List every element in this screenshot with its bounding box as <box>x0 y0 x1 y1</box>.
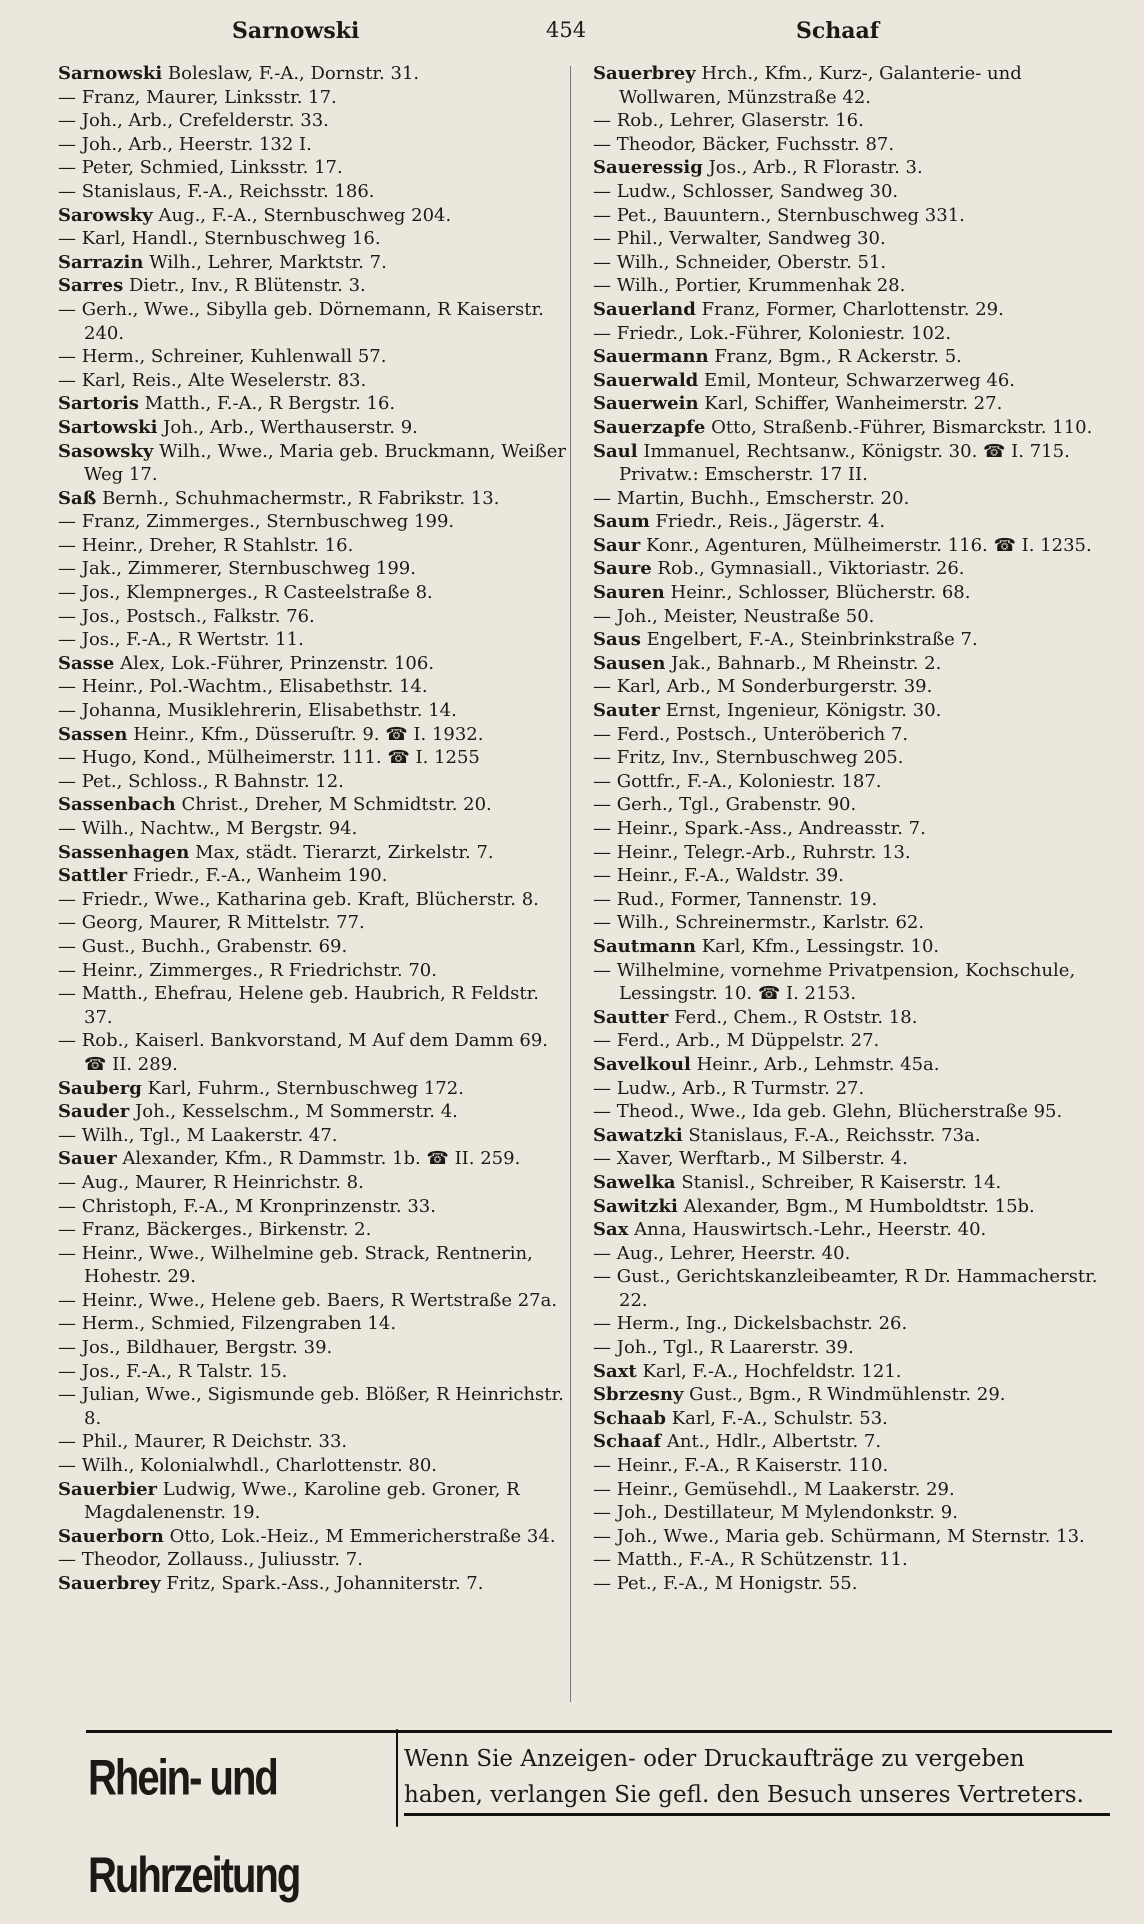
entry-surname: Sassenhagen <box>58 841 190 863</box>
entry-details: Bernh., Schuhmachermstr., R Fabrikstr. 13. <box>102 487 500 509</box>
entry-details: — Gottfr., F.-A., Koloniestr. 187. <box>593 770 882 792</box>
ad-newspaper-title: Rhein- und Ruhrzeitung <box>88 1729 398 1827</box>
entry-details: — Heinr., F.-A., Waldstr. 39. <box>593 865 844 887</box>
entry-surname: Sawatzki <box>593 1124 683 1146</box>
entry-surname: Sawitzki <box>593 1195 678 1217</box>
entry-details: — Theodor, Bäcker, Fuchsstr. 87. <box>593 133 895 155</box>
directory-entry <box>58 1312 570 1336</box>
directory-entry <box>593 1077 1105 1101</box>
directory-entry <box>58 274 570 298</box>
directory-entry <box>593 487 1105 511</box>
entry-details: — Georg, Maurer, R Mittelstr. 77. <box>58 912 365 934</box>
entry-surname: Saus <box>593 629 641 651</box>
directory-entry <box>593 109 1105 133</box>
entry-details: Franz, Former, Charlottenstr. 29. <box>701 298 1004 320</box>
entry-surname: Sauerzapfe <box>593 416 706 438</box>
entry-details: — Johanna, Musiklehrerin, Elisabethstr. 14. <box>58 700 457 722</box>
directory-entry <box>58 864 570 888</box>
directory-entry <box>593 793 1105 817</box>
entry-details: — Christoph, F.-A., M Kronprinzenstr. 33. <box>58 1195 436 1217</box>
entry-details: — Gerh., Wwe., Sibylla geb. Dörnemann, R Kaiserstr. 240. <box>58 298 544 344</box>
entry-surname: Sauer <box>58 1148 117 1170</box>
page-header <box>0 14 1144 54</box>
entry-details: Alexander, Kfm., R Dammstr. 1b. ☎ II. 259. <box>122 1148 521 1170</box>
directory-entry <box>58 628 570 652</box>
directory-entry <box>593 1525 1105 1549</box>
directory-entry <box>58 793 570 817</box>
directory-entry <box>593 204 1105 228</box>
directory-entry <box>593 557 1105 581</box>
entry-details: Anna, Hauswirtsch.-Lehr., Heerstr. 40. <box>634 1219 987 1241</box>
directory-entry <box>58 959 570 983</box>
entry-surname: Saueressig <box>593 157 703 179</box>
entry-details: — Pet., Bauuntern., Sternbuschweg 331. <box>593 204 965 226</box>
directory-entry <box>58 62 570 86</box>
directory-entry <box>58 298 570 345</box>
entry-surname: Sarnowski <box>58 63 163 84</box>
directory-entry <box>58 109 570 133</box>
left-column <box>58 62 570 1596</box>
entry-details: — Wilh., Schneider, Oberstr. 51. <box>593 251 887 273</box>
entry-surname: Sassen <box>58 723 128 745</box>
entry-surname: Sattler <box>58 865 128 887</box>
entry-details: — Wilh., Tgl., M Laakerstr. 47. <box>58 1124 338 1146</box>
entry-details: — Ferd., Postsch., Unteröberich 7. <box>593 723 909 745</box>
directory-entry <box>58 1242 570 1289</box>
directory-entry <box>593 770 1105 794</box>
entry-surname: Saul <box>593 440 638 462</box>
directory-entry <box>593 605 1105 629</box>
column-divider <box>570 66 571 1702</box>
directory-entry <box>58 1478 570 1525</box>
entry-details: Heinr., Schlosser, Blücherstr. 68. <box>670 582 971 604</box>
entry-details: — Heinr., Dreher, R Stahlstr. 16. <box>58 534 354 556</box>
directory-entry <box>58 841 570 865</box>
entry-surname: Sartowski <box>58 416 158 438</box>
directory-entry <box>593 1430 1105 1454</box>
directory-entry <box>593 1171 1105 1195</box>
directory-entry <box>58 369 570 393</box>
directory-entry <box>58 510 570 534</box>
directory-entry <box>58 1100 570 1124</box>
entry-details: — Ferd., Arb., M Düppelstr. 27. <box>593 1030 880 1052</box>
directory-entry <box>593 416 1105 440</box>
entry-surname: Sausen <box>593 652 666 674</box>
directory-entry <box>593 652 1105 676</box>
entry-details: Fritz, Spark.-Ass., Johanniterstr. 7. <box>166 1573 484 1594</box>
entry-details: — Heinr., Zimmerges., R Friedrichstr. 70. <box>58 959 437 981</box>
ad-line-2: haben, verlangen Sie gefl. den Besuch unseres Vertreters. <box>404 1777 1110 1816</box>
directory-entry <box>58 1195 570 1219</box>
directory-entry <box>58 1454 570 1478</box>
entry-details: — Joh., Arb., Heerstr. 132 I. <box>58 133 312 155</box>
entry-details: Aug., F.-A., Sternbuschweg 204. <box>158 204 452 226</box>
directory-entry <box>593 1336 1105 1360</box>
entry-details: — Wilh., Portier, Krummenhak 28. <box>593 275 906 297</box>
directory-entry <box>593 746 1105 770</box>
entry-surname: Sartoris <box>58 393 139 415</box>
directory-entry <box>593 180 1105 204</box>
directory-entry <box>593 1053 1105 1077</box>
entry-details: — Rud., Former, Tannenstr. 19. <box>593 888 878 910</box>
directory-entry <box>58 86 570 110</box>
directory-entry <box>593 1195 1105 1219</box>
directory-entry <box>593 1218 1105 1242</box>
entry-details: Friedr., F.-A., Wanheim 190. <box>132 865 388 887</box>
entry-details: Karl, F.-A., Hochfeldstr. 121. <box>642 1360 902 1382</box>
entry-details: Max, städt. Tierarzt, Zirkelstr. 7. <box>195 841 494 863</box>
directory-entry <box>58 251 570 275</box>
directory-entry <box>58 699 570 723</box>
entry-details: — Julian, Wwe., Sigismunde geb. Blößer, R Heinrichstr. 8. <box>58 1384 564 1429</box>
entry-details: — Joh., Meister, Neustraße 50. <box>593 605 875 627</box>
directory-entry <box>58 605 570 629</box>
directory-entry <box>58 1430 570 1454</box>
entry-details: — Heinr., Telegr.-Arb., Ruhrstr. 13. <box>593 841 911 863</box>
directory-entry <box>593 345 1105 369</box>
entry-details: Jak., Bahnarb., M Rheinstr. 2. <box>671 652 942 674</box>
entry-details: Alexander, Bgm., M Humboldtstr. 15b. <box>683 1195 1035 1217</box>
directory-entry <box>593 1147 1105 1171</box>
directory-entry <box>58 416 570 440</box>
entry-surname: Sauder <box>58 1101 130 1123</box>
entry-details: Friedr., Reis., Jägerstr. 4. <box>655 511 886 533</box>
entry-details: Engelbert, F.-A., Steinbrinkstraße 7. <box>646 629 978 651</box>
entry-details: — Ludw., Arb., R Turmstr. 27. <box>593 1077 865 1099</box>
entry-surname: Sautter <box>593 1006 669 1028</box>
entry-surname: Saur <box>593 534 641 556</box>
entry-details: — Martin, Buchh., Emscherstr. 20. <box>593 487 910 509</box>
entry-details: — Fritz, Inv., Sternbuschweg 205. <box>593 747 904 769</box>
entry-surname: Sarrazin <box>58 251 144 273</box>
entry-details: Emil, Monteur, Schwarzerweg 46. <box>704 369 1016 391</box>
entry-surname: Schaaf <box>593 1431 662 1453</box>
directory-entry <box>593 1454 1105 1478</box>
directory-entry <box>58 652 570 676</box>
directory-entry <box>593 699 1105 723</box>
directory-entry <box>58 1360 570 1384</box>
directory-entry <box>593 392 1105 416</box>
directory-entry <box>593 133 1105 157</box>
entry-details: — Friedr., Lok.-Führer, Koloniestr. 102. <box>593 322 952 344</box>
entry-details: — Rob., Kaiserl. Bankvorstand, M Auf dem Damm 69. ☎ II. 289. <box>58 1030 548 1075</box>
directory-entry <box>58 156 570 180</box>
entry-details: Joh., Kesselschm., M Sommerstr. 4. <box>135 1101 458 1123</box>
entry-details: — Hugo, Kond., Mülheimerstr. 111. ☎ I. 1255 <box>58 747 480 769</box>
directory-entry <box>58 204 570 228</box>
entry-surname: Sarres <box>58 275 124 297</box>
entry-details: Ant., Hdlr., Albertstr. 7. <box>666 1431 882 1453</box>
entry-surname: Saxt <box>593 1360 637 1382</box>
advertisement <box>86 1730 1112 1903</box>
entry-details: — Joh., Destillateur, M Mylendonkstr. 9. <box>593 1502 958 1524</box>
entry-details: — Jos., Bildhauer, Bergstr. 39. <box>58 1337 333 1359</box>
entry-surname: Sauermann <box>593 346 709 368</box>
directory-entry <box>58 770 570 794</box>
entry-surname: Sauerbrey <box>58 1573 161 1594</box>
ad-line-1: Wenn Sie Anzeigen- oder Druckaufträge zu vergeben <box>404 1746 1025 1772</box>
entry-surname: Saß <box>58 487 97 509</box>
entry-details: — Gust., Gerichtskanzleibeamter, R Dr. Hammacherstr. 22. <box>593 1266 1098 1311</box>
entry-details: — Jos., F.-A., R Wertstr. 11. <box>58 629 304 651</box>
entry-details: Matth., F.-A., R Bergstr. 16. <box>144 393 396 415</box>
directory-entry <box>58 1383 570 1430</box>
entry-details: — Pet., Schloss., R Bahnstr. 12. <box>58 770 344 792</box>
entry-details: — Gerh., Tgl., Grabenstr. 90. <box>593 794 857 816</box>
entry-details: — Aug., Maurer, R Heinrichstr. 8. <box>58 1171 364 1193</box>
header-left-keyword: Sarnowski <box>232 18 360 44</box>
directory-entry <box>58 534 570 558</box>
header-right-keyword: Schaaf <box>796 18 880 44</box>
entry-details: — Heinr., Wwe., Wilhelmine geb. Strack, Rentnerin, Hohestr. 29. <box>58 1242 533 1288</box>
entry-details: — Stanislaus, F.-A., Reichsstr. 186. <box>58 180 375 202</box>
entry-details: — Franz, Bäckerges., Birkenstr. 2. <box>58 1219 372 1241</box>
entry-details: — Heinr., Gemüsehdl., M Laakerstr. 29. <box>593 1478 955 1500</box>
entry-details: — Peter, Schmied, Linksstr. 17. <box>58 157 343 179</box>
entry-details: Ludwig, Wwe., Karoline geb. Groner, R Magdalenenstr. 19. <box>84 1478 520 1524</box>
directory-entry <box>58 1124 570 1148</box>
entry-details: — Xaver, Werftarb., M Silberstr. 4. <box>593 1148 908 1170</box>
directory-entry <box>593 817 1105 841</box>
directory-entry <box>58 1336 570 1360</box>
directory-entry <box>593 62 1105 109</box>
directory-entry <box>593 1501 1105 1525</box>
directory-entry <box>58 675 570 699</box>
directory-entry <box>593 322 1105 346</box>
entry-details: — Wilh., Schreinermstr., Karlstr. 62. <box>593 912 925 934</box>
entry-details: Ferd., Chem., R Oststr. 18. <box>674 1006 918 1028</box>
entry-details: — Heinr., F.-A., R Kaiserstr. 110. <box>593 1455 889 1477</box>
directory-entry <box>58 180 570 204</box>
directory-entry <box>593 1312 1105 1336</box>
entry-details: Wilh., Lehrer, Marktstr. 7. <box>149 251 387 273</box>
directory-entry <box>58 557 570 581</box>
entry-surname: Sauerwein <box>593 393 699 415</box>
entry-details: — Gust., Buchh., Grabenstr. 69. <box>58 935 348 957</box>
directory-entry <box>58 1029 570 1076</box>
directory-entry <box>593 841 1105 865</box>
entry-details: — Karl, Handl., Sternbuschweg 16. <box>58 228 381 250</box>
directory-entry <box>58 1077 570 1101</box>
entry-details: Stanisl., Schreiber, R Kaiserstr. 14. <box>681 1171 1002 1193</box>
directory-entry <box>593 1029 1105 1053</box>
entry-details: Joh., Arb., Werthauserstr. 9. <box>163 416 418 438</box>
directory-entry <box>593 1548 1105 1572</box>
entry-details: — Herm., Schreiner, Kuhlenwall 57. <box>58 346 387 368</box>
directory-entry <box>593 298 1105 322</box>
directory-entry <box>58 911 570 935</box>
directory-entry <box>58 1147 570 1171</box>
entry-details: — Heinr., Spark.-Ass., Andreasstr. 7. <box>593 818 926 839</box>
directory-entry <box>593 723 1105 747</box>
entry-details: Otto, Lok.-Heiz., M Emmericherstraße 34. <box>169 1525 556 1547</box>
entry-details: Stanislaus, F.-A., Reichsstr. 73a. <box>688 1124 981 1146</box>
entry-details: — Phil., Verwalter, Sandweg 30. <box>593 228 886 250</box>
entry-details: — Ludw., Schlosser, Sandweg 30. <box>593 180 899 202</box>
entry-details: Immanuel, Rechtsanw., Königstr. 30. ☎ I. 715. Privatw.: Emscherstr. 17 II. <box>619 440 1070 486</box>
directory-entry <box>58 888 570 912</box>
entry-surname: Sasse <box>58 652 115 674</box>
directory-entry <box>593 369 1105 393</box>
entry-details: Boleslaw, F.-A., Dornstr. 31. <box>167 63 420 84</box>
page-number: 454 <box>546 18 587 42</box>
directory-entry <box>58 1548 570 1572</box>
entry-details: — Karl, Arb., M Sonderburgerstr. 39. <box>593 676 933 698</box>
entry-details: — Jos., Postsch., Falkstr. 76. <box>58 605 315 627</box>
directory-entry <box>58 487 570 511</box>
entry-details: — Joh., Tgl., R Laarerstr. 39. <box>593 1337 854 1359</box>
entry-surname: Sauerland <box>593 298 696 320</box>
entry-details: — Pet., F.-A., M Honigstr. 55. <box>593 1573 858 1594</box>
entry-details: Karl, Fuhrm., Sternbuschweg 172. <box>147 1077 464 1099</box>
entry-surname: Sauerbrey <box>593 63 696 84</box>
directory-entry <box>58 982 570 1029</box>
directory-entry <box>58 440 570 487</box>
directory-entry <box>58 1218 570 1242</box>
directory-entry <box>58 1525 570 1549</box>
directory-entry <box>593 1242 1105 1266</box>
entry-details: — Heinr., Wwe., Helene geb. Baers, R Wertstraße 27a. <box>58 1289 558 1311</box>
entry-surname: Sauter <box>593 700 660 722</box>
entry-surname: Sauberg <box>58 1077 142 1099</box>
entry-details: — Friedr., Wwe., Katharina geb. Kraft, Blücherstr. 8. <box>58 888 539 910</box>
entry-details: — Jos., Klempnerges., R Casteelstraße 8. <box>58 582 433 604</box>
directory-entry <box>58 817 570 841</box>
ad-text <box>404 1741 1110 1816</box>
directory-entry <box>58 345 570 369</box>
directory-entry <box>593 1124 1105 1148</box>
directory-entry <box>593 440 1105 487</box>
entry-details: Karl, Kfm., Lessingstr. 10. <box>701 935 940 957</box>
directory-entry <box>593 581 1105 605</box>
directory-entry <box>593 510 1105 534</box>
directory-entry <box>593 911 1105 935</box>
directory-entry <box>593 888 1105 912</box>
entry-details: Karl, F.-A., Schulstr. 53. <box>671 1407 888 1429</box>
entry-surname: Sauerbier <box>58 1478 158 1500</box>
entry-details: — Heinr., Pol.-Wachtm., Elisabethstr. 14. <box>58 676 428 698</box>
entry-details: — Wilhelmine, vornehme Privatpension, Kochschule, Lessingstr. 10. ☎ I. 2153. <box>593 959 1076 1005</box>
entry-surname: Saum <box>593 511 650 533</box>
directory-entry <box>593 1360 1105 1384</box>
directory-entry <box>58 723 570 747</box>
directory-entry <box>593 1006 1105 1030</box>
entry-details: Ernst, Ingenieur, Königstr. 30. <box>665 700 942 722</box>
entry-details: — Theod., Wwe., Ida geb. Glehn, Blücherstraße 95. <box>593 1101 1063 1123</box>
entry-details: Heinr., Kfm., Düsseruſtr. 9. ☎ I. 1932. <box>133 723 484 745</box>
entry-surname: Sassenbach <box>58 794 176 816</box>
directory-entry <box>593 534 1105 558</box>
entry-surname: Sax <box>593 1219 629 1241</box>
entry-surname: Sautmann <box>593 935 696 957</box>
directory-entry <box>58 1289 570 1313</box>
entry-surname: Sawelka <box>593 1171 676 1193</box>
entry-surname: Sauerwald <box>593 369 699 391</box>
entry-details: — Joh., Arb., Crefelderstr. 33. <box>58 110 329 132</box>
entry-details: — Wilh., Nachtw., M Bergstr. 94. <box>58 818 358 839</box>
entry-details: — Jos., F.-A., R Talstr. 15. <box>58 1360 288 1382</box>
directory-entry <box>593 1100 1105 1124</box>
entry-surname: Sauren <box>593 582 665 604</box>
entry-details: — Rob., Lehrer, Glaserstr. 16. <box>593 110 864 132</box>
entry-details: Gust., Bgm., R Windmühlenstr. 29. <box>689 1384 1006 1406</box>
entry-surname: Savelkoul <box>593 1053 691 1075</box>
directory-entry <box>593 227 1105 251</box>
entry-surname: Sauerborn <box>58 1525 164 1547</box>
directory-entry <box>58 1572 570 1596</box>
entry-details: Heinr., Arb., Lehmstr. 45a. <box>696 1053 940 1075</box>
entry-details: Konr., Agenturen, Mülheimerstr. 116. ☎ I. 1235. <box>645 534 1092 556</box>
entry-surname: Schaab <box>593 1407 666 1429</box>
directory-entry <box>593 935 1105 959</box>
entry-details: — Matth., Ehefrau, Helene geb. Haubrich, R Feldstr. 37. <box>58 983 539 1028</box>
entry-details: Karl, Schiffer, Wanheimerstr. 27. <box>704 393 1003 415</box>
entry-surname: Sarowsky <box>58 204 153 226</box>
entry-details: — Aug., Lehrer, Heerstr. 40. <box>593 1242 851 1264</box>
directory-entry <box>58 746 570 770</box>
directory-entry <box>58 1171 570 1195</box>
directory-entry <box>593 1572 1105 1596</box>
directory-entry <box>593 959 1105 1006</box>
entry-details: Wilh., Wwe., Maria geb. Bruckmann, Weißer Weg 17. <box>84 440 566 486</box>
entry-details: — Wilh., Kolonialwhdl., Charlottenstr. 80. <box>58 1455 438 1477</box>
entry-details: — Joh., Wwe., Maria geb. Schürmann, M Sternstr. 13. <box>593 1525 1085 1547</box>
entry-details: Rob., Gymnasiall., Viktoriastr. 26. <box>657 558 965 580</box>
entry-details: — Franz, Zimmerges., Sternbuschweg 199. <box>58 511 455 533</box>
directory-entry <box>593 1265 1105 1312</box>
entry-details: — Jak., Zimmerer, Sternbuschweg 199. <box>58 558 416 580</box>
entry-details: Hrch., Kfm., Kurz-, Galanterie- und Wollwaren, Münzstraße 42. <box>619 63 1022 108</box>
entry-details: — Franz, Maurer, Linksstr. 17. <box>58 86 337 108</box>
entry-details: Christ., Dreher, M Schmidtstr. 20. <box>181 794 492 816</box>
entry-details: — Phil., Maurer, R Deichstr. 33. <box>58 1431 348 1453</box>
right-column <box>593 62 1105 1596</box>
directory-entry <box>58 935 570 959</box>
entry-surname: Saure <box>593 558 652 580</box>
directory-entry <box>593 251 1105 275</box>
entry-surname: Sasowsky <box>58 440 154 462</box>
entry-details: — Karl, Reis., Alte Weselerstr. 83. <box>58 369 367 391</box>
directory-entry <box>593 864 1105 888</box>
directory-entry <box>58 392 570 416</box>
directory-entry <box>593 675 1105 699</box>
directory-entry <box>593 628 1105 652</box>
entry-details: — Herm., Ing., Dickelsbachstr. 26. <box>593 1313 908 1335</box>
directory-entry <box>593 274 1105 298</box>
directory-entry <box>593 1478 1105 1502</box>
directory-entry <box>593 1383 1105 1407</box>
directory-entry <box>58 133 570 157</box>
entry-surname: Sbrzesny <box>593 1384 684 1406</box>
entry-details: Otto, Straßenb.-Führer, Bismarckstr. 110. <box>711 416 1093 438</box>
directory-entry <box>58 227 570 251</box>
directory-entry <box>593 156 1105 180</box>
entry-details: — Theodor, Zollauss., Juliusstr. 7. <box>58 1549 363 1571</box>
entry-details: Franz, Bgm., R Ackerstr. 5. <box>714 346 962 368</box>
entry-details: Alex, Lok.-Führer, Prinzenstr. 106. <box>120 652 435 674</box>
entry-details: — Matth., F.-A., R Schützenstr. 11. <box>593 1549 908 1571</box>
entry-details: — Herm., Schmied, Filzengraben 14. <box>58 1313 397 1335</box>
entry-details: Dietr., Inv., R Blütenstr. 3. <box>128 275 366 297</box>
directory-entry <box>593 1407 1105 1431</box>
entry-details: Jos., Arb., R Florastr. 3. <box>708 157 923 179</box>
directory-entry <box>58 581 570 605</box>
